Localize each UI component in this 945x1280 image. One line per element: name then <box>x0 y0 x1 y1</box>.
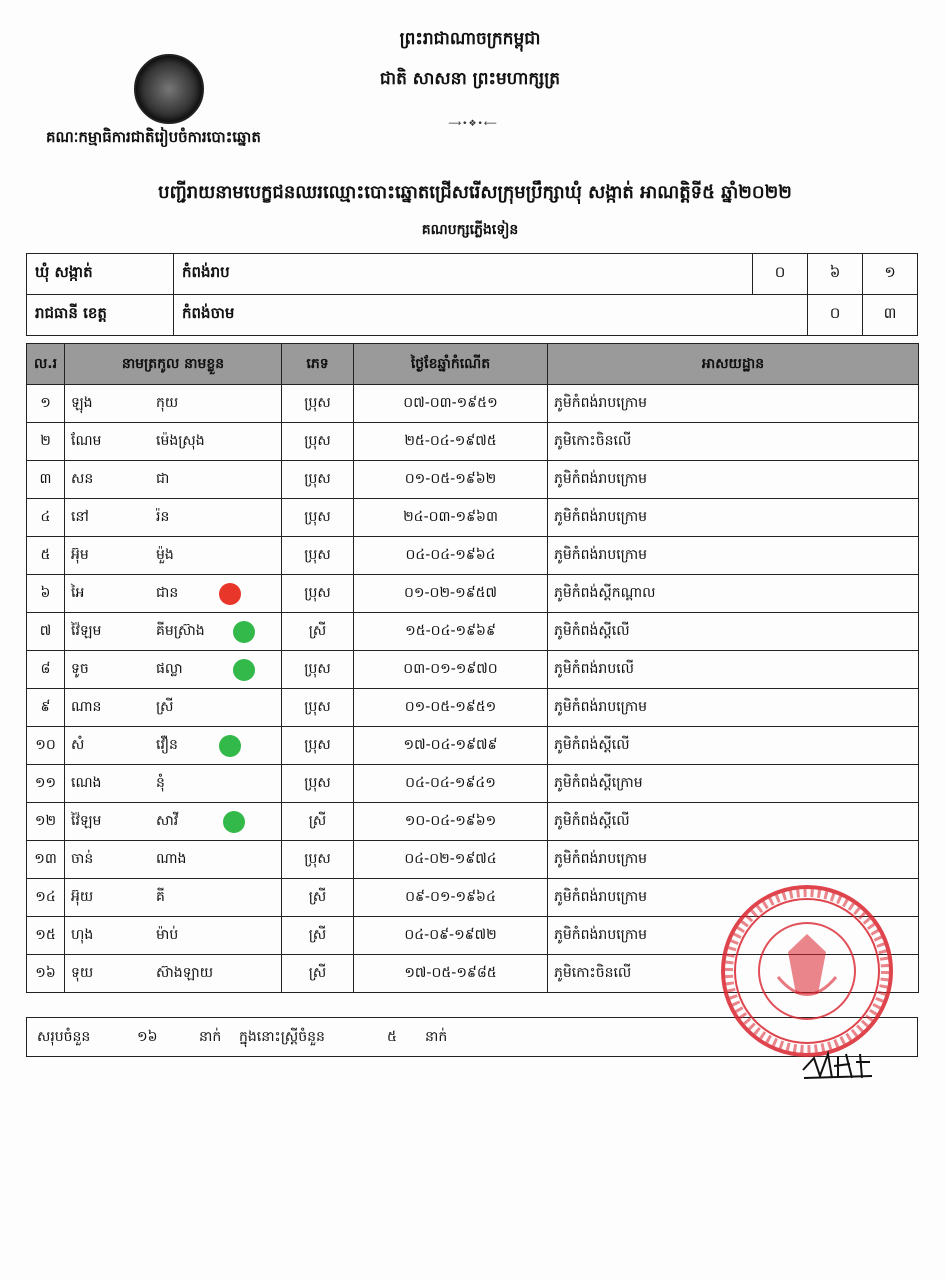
address-cell: ភូមិកំពង់រាបក្រោម <box>548 499 919 537</box>
last-name: អៃ <box>71 585 85 601</box>
address-cell: ភូមិកំពង់រាបក្រោម <box>548 689 919 727</box>
first-name: សាវី <box>156 813 179 829</box>
row-number: ១៣ <box>27 841 65 879</box>
first-name: ណាង <box>156 851 187 867</box>
row-number: ១៥ <box>27 917 65 955</box>
header-address: អាសយដ្ឋាន <box>548 344 919 385</box>
dob-cell: ០១-០៥-១៩៦២ <box>354 461 548 499</box>
candidate-name-cell <box>65 613 282 651</box>
table-row <box>27 461 919 499</box>
last-name: ទុយ <box>71 965 94 981</box>
dob-cell: ១៥-០៤-១៩៦៩ <box>354 613 548 651</box>
first-name: ម៉ួង <box>156 547 174 563</box>
last-name: នៅ <box>71 509 89 525</box>
province-row <box>27 295 918 336</box>
address-cell: ភូមិកំពង់ស្ដីកណ្ដាល <box>548 575 919 613</box>
sex-cell: ស្រី <box>282 879 354 917</box>
table-row <box>27 841 919 879</box>
official-seal-stamp <box>718 882 896 1060</box>
row-number: ៥ <box>27 537 65 575</box>
header-dob: ថ្ងៃខែឆ្នាំកំណើត <box>354 344 548 385</box>
candidate-name-cell <box>65 385 282 423</box>
province-code-digit: ០ <box>808 295 863 336</box>
row-number: ៣ <box>27 461 65 499</box>
address-cell: ភូមិកំពង់ស្ដីលើ <box>548 613 919 651</box>
address-cell: ភូមិកំពង់រាបក្រោម <box>548 537 919 575</box>
row-number: ៦ <box>27 575 65 613</box>
last-name: ណាន <box>71 699 102 715</box>
first-name: នុំ <box>156 775 165 791</box>
table-row <box>27 689 919 727</box>
last-name: ណេង <box>71 775 102 791</box>
address-cell: ភូមិកំពង់រាបក្រោម <box>548 461 919 499</box>
dob-cell: ០៧-០៣-១៩៥១ <box>354 385 548 423</box>
row-number: ១៤ <box>27 879 65 917</box>
commune-row <box>27 254 918 295</box>
dob-cell: ០៩-០១-១៩៦៤ <box>354 879 548 917</box>
summary-unit: នាក់ <box>199 1029 222 1045</box>
last-name: អ៊ុយ <box>71 889 94 905</box>
commune-code-digit: ៦ <box>808 254 863 295</box>
dob-cell: ០៤-០៤-១៩៤១ <box>354 765 548 803</box>
address-cell: ភូមិកំពង់ស្ដីលើ <box>548 803 919 841</box>
table-row <box>27 499 919 537</box>
row-number: ១ <box>27 385 65 423</box>
row-number: ៩ <box>27 689 65 727</box>
dob-cell: ០៤-០២-១៩៧៤ <box>354 841 548 879</box>
province-name: កំពង់ចាម <box>174 295 808 336</box>
sex-cell: ស្រី <box>282 955 354 993</box>
first-name: ជា <box>156 471 170 487</box>
first-name: ម៉េងស្រុង <box>156 433 205 449</box>
candidate-name-cell <box>65 461 282 499</box>
commune-name: កំពង់រាប <box>174 254 753 295</box>
sex-cell: ប្រុស <box>282 727 354 765</box>
address-cell: ភូមិកោះចិនលើ <box>548 423 919 461</box>
last-name: វ៉ៃឡម <box>71 813 102 829</box>
table-header-row <box>27 344 919 385</box>
last-name: ហុង <box>71 927 94 943</box>
green-marker-dot <box>219 735 241 757</box>
address-cell: ភូមិកំពង់ស្ដីលើ <box>548 727 919 765</box>
candidate-name-cell <box>65 651 282 689</box>
row-number: ៤ <box>27 499 65 537</box>
commune-code-digit: ១ <box>863 254 918 295</box>
candidate-name-cell <box>65 803 282 841</box>
last-name: សំ <box>71 737 85 753</box>
sex-cell: ប្រុស <box>282 537 354 575</box>
table-row <box>27 575 919 613</box>
candidate-name-cell <box>65 841 282 879</box>
dob-cell: ២៤-០៣-១៩៦៣ <box>354 499 548 537</box>
address-cell: ភូមិកំពង់រាបលើ <box>548 651 919 689</box>
sex-cell: ស្រី <box>282 803 354 841</box>
dob-cell: ២៥-០៤-១៩៧៥ <box>354 423 548 461</box>
first-name: រ៉ន <box>156 509 170 525</box>
summary-women-label: ក្នុងនោះស្ត្រីចំនួន <box>239 1029 325 1045</box>
row-number: ១២ <box>27 803 65 841</box>
row-number: ១១ <box>27 765 65 803</box>
address-cell: ភូមិកំពង់រាបក្រោម <box>548 917 919 955</box>
first-name: ស៊ាងឡាយ <box>156 965 214 981</box>
commune-code-digit: ០ <box>753 254 808 295</box>
party-name: គណបក្សភ្លើងទៀន <box>421 222 519 238</box>
candidate-name-cell <box>65 499 282 537</box>
table-row <box>27 385 919 423</box>
sex-cell: ប្រុស <box>282 423 354 461</box>
dob-cell: ១០-០៤-១៩៦១ <box>354 803 548 841</box>
candidate-name-cell <box>65 537 282 575</box>
first-name: ស្រី <box>156 699 174 715</box>
dob-cell: ០៤-០៤-១៩៦៤ <box>354 537 548 575</box>
address-cell: ភូមិកំពង់រាបក្រោម <box>548 841 919 879</box>
candidate-name-cell <box>65 955 282 993</box>
last-name: វ៉ៃឡម <box>71 623 102 639</box>
province-code-digit: ៣ <box>863 295 918 336</box>
sex-cell: ស្រី <box>282 917 354 955</box>
table-row <box>27 765 919 803</box>
row-number: ២ <box>27 423 65 461</box>
sex-cell: ប្រុស <box>282 461 354 499</box>
row-number: ១៦ <box>27 955 65 993</box>
header-number: ល.រ <box>27 344 65 385</box>
province-label: រាជធានី ខេត្ត <box>27 295 174 336</box>
dob-cell: ០១-០២-១៩៥៧ <box>354 575 548 613</box>
last-name: អ៊ុម <box>71 547 89 563</box>
table-row <box>27 727 919 765</box>
last-name: ណែម <box>71 433 102 449</box>
summary-total: ១៦ <box>137 1029 158 1045</box>
dob-cell: ០១-០៥-១៩៥១ <box>354 689 548 727</box>
first-name: វឿន <box>156 737 178 753</box>
candidate-name-cell <box>65 423 282 461</box>
red-marker-dot <box>219 583 241 605</box>
row-number: ៧ <box>27 613 65 651</box>
last-name: ទូច <box>71 661 89 677</box>
sex-cell: ប្រុស <box>282 499 354 537</box>
commune-label: ឃុំ សង្កាត់ <box>27 254 174 295</box>
table-row <box>27 613 919 651</box>
table-row <box>27 423 919 461</box>
address-cell: ភូមិកោះចិនលើ <box>548 955 919 993</box>
sex-cell: ស្រី <box>282 613 354 651</box>
dob-cell: ១៧-០៥-១៩៨៥ <box>354 955 548 993</box>
address-cell: ភូមិកំពង់ស្ដីក្រោម <box>548 765 919 803</box>
sex-cell: ប្រុស <box>282 689 354 727</box>
address-cell: ភូមិកំពង់រាបក្រោម <box>548 385 919 423</box>
candidate-name-cell <box>65 765 282 803</box>
dob-cell: ០៣-០១-១៩៧០ <box>354 651 548 689</box>
candidate-name-cell <box>65 879 282 917</box>
summary-women: ៥ <box>387 1029 397 1045</box>
header-sex: ភេទ <box>282 344 354 385</box>
first-name: ម៉ាប់ <box>156 927 179 943</box>
candidate-name-cell <box>65 575 282 613</box>
table-row <box>27 803 919 841</box>
address-cell: ភូមិកំពង់រាបក្រោម <box>548 879 919 917</box>
summary-unit2: នាក់ <box>425 1029 448 1045</box>
sex-cell: ប្រុស <box>282 575 354 613</box>
summary-total-label: សរុបចំនួន <box>37 1029 91 1045</box>
last-name: ឡុង <box>71 395 93 411</box>
nec-emblem-logo <box>134 54 204 124</box>
sex-cell: ប្រុស <box>282 765 354 803</box>
location-table <box>26 253 918 336</box>
national-motto: ជាតិ សាសនា ព្រះមហាក្សត្រ <box>379 69 561 89</box>
first-name: ផល្លា <box>156 661 183 677</box>
candidate-name-cell <box>65 917 282 955</box>
row-number: ១០ <box>27 727 65 765</box>
last-name: សន <box>71 471 94 487</box>
commission-name: គណៈកម្មាធិការជាតិរៀបចំការបោះឆ្នោត <box>46 128 261 146</box>
candidate-name-cell <box>65 689 282 727</box>
green-marker-dot <box>233 621 255 643</box>
header-name: នាមត្រកូល នាមខ្លួន <box>65 344 282 385</box>
first-name: គីមស្រ៊ាង <box>156 623 205 639</box>
sex-cell: ប្រុស <box>282 841 354 879</box>
signature-mark <box>800 1048 875 1082</box>
last-name: ចាន់ <box>71 851 94 867</box>
green-marker-dot <box>223 811 245 833</box>
candidate-name-cell <box>65 727 282 765</box>
first-name: ជាន <box>156 585 179 601</box>
dob-cell: ០៤-០៩-១៩៧២ <box>354 917 548 955</box>
dob-cell: ១៧-០៤-១៩៧៩ <box>354 727 548 765</box>
ornament-divider: ⟶•❖•⟵ <box>448 119 498 129</box>
table-row <box>27 651 919 689</box>
sex-cell: ប្រុស <box>282 385 354 423</box>
document-title: បញ្ជីរាយនាមបេក្ខជនឈរឈ្មោះបោះឆ្នោតជ្រើសរើសក្រុមប្រឹក្សាឃុំ សង្កាត់ អាណត្តិទី៥ ឆ្នាំ២០២២ <box>158 182 792 203</box>
first-name: គី <box>156 889 165 905</box>
first-name: កុយ <box>156 395 179 411</box>
row-number: ៨ <box>27 651 65 689</box>
kingdom-heading: ព្រះរាជាណាចក្រកម្ពុជា <box>399 29 541 49</box>
table-row <box>27 537 919 575</box>
green-marker-dot <box>233 659 255 681</box>
sex-cell: ប្រុស <box>282 651 354 689</box>
